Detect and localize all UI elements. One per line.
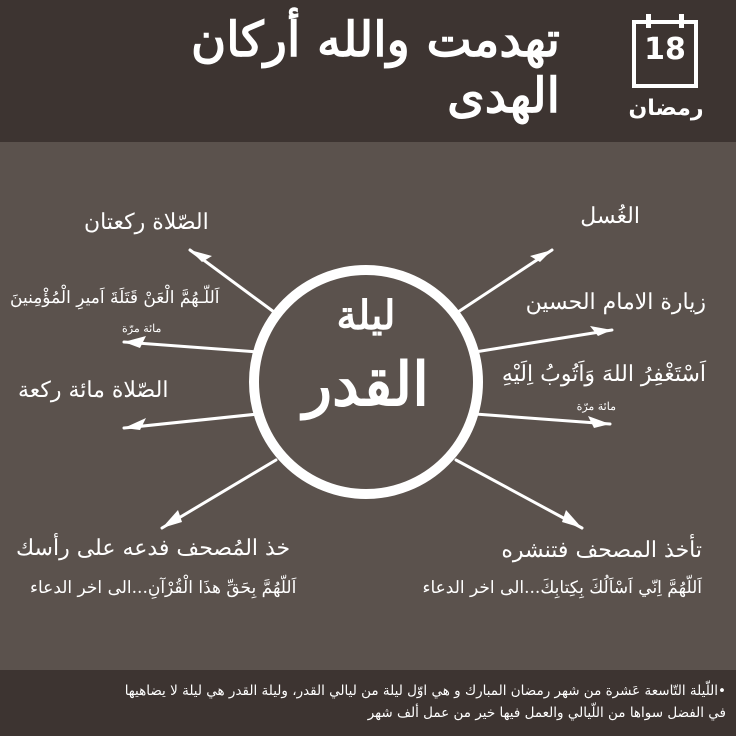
- arrow-head-left-3: [124, 418, 146, 430]
- arrow-right-4: [456, 460, 582, 528]
- arrow-right-2: [475, 330, 612, 352]
- left-item-1: الصّلاة ركعتان: [84, 210, 209, 235]
- center-title-line1: ليلة: [336, 292, 396, 339]
- arrow-head-right-3: [588, 416, 610, 428]
- footer-line-2: في الفضل سواها من اللّيالي والعمل فيها خير من عمل ألف شهر: [367, 705, 726, 721]
- right-item-3-note: مائة مرّة: [576, 400, 616, 413]
- calendar-day: 18: [644, 32, 686, 67]
- arrow-head-left-2: [124, 336, 146, 348]
- footer-description: [8, 670, 726, 736]
- right-item-2: زيارة الامام الحسين: [525, 290, 706, 315]
- calendar-ring-left: [646, 14, 651, 28]
- left-item-2-note: مائة مرّة: [122, 322, 162, 335]
- footer-line-1: •اللّيلة التّاسعة عَشرة من شهر رمضان المبارك و هي اوّل ليلة من ليالي القدر، وليلة القدر هي ليلة لا يضاهيها: [124, 683, 726, 699]
- calendar-ring-right: [679, 14, 684, 28]
- calendar-icon: [632, 20, 698, 88]
- header-banner: [0, 0, 736, 142]
- arrow-head-right-4: [562, 510, 582, 528]
- arrow-head-left-4: [162, 510, 182, 528]
- calendar-month: رمضان: [628, 96, 704, 121]
- right-item-4-prayer: اَللّهُمَّ اِنّي اَسْاَلُكَ بِكِتابِكَ...الى اخر الدعاء: [422, 578, 702, 598]
- arrow-left-2: [124, 342, 258, 352]
- left-item-2: اَللّـهُمَّ الْعَنْ قَتَلَةَ اَميرِ الْمُؤْمِنينَ: [10, 288, 220, 308]
- footer-banner: [0, 670, 736, 736]
- right-item-3: اَسْتَغْفِرُ اللهَ وَاَتُوبُ اِلَيْهِ: [501, 362, 706, 387]
- center-title-line2: القدر: [303, 350, 429, 420]
- left-item-3: الصّلاة مائة ركعة: [18, 378, 169, 403]
- left-item-4-prayer: اَللّهُمَّ بِحَقِّ هذَا الْقُرْآنِ...الى اخر الدعاء: [30, 578, 297, 598]
- arrow-head-right-1: [530, 250, 552, 262]
- arrow-head-left-1: [190, 250, 212, 262]
- right-item-4: تأخذ المصحف فتنشره: [501, 538, 702, 563]
- right-item-1: الغُسل: [580, 204, 640, 229]
- page-title: تهدمت والله أركان الهدى: [191, 12, 560, 124]
- left-item-4: خذ المُصحف فدعه على رأسك: [16, 536, 291, 561]
